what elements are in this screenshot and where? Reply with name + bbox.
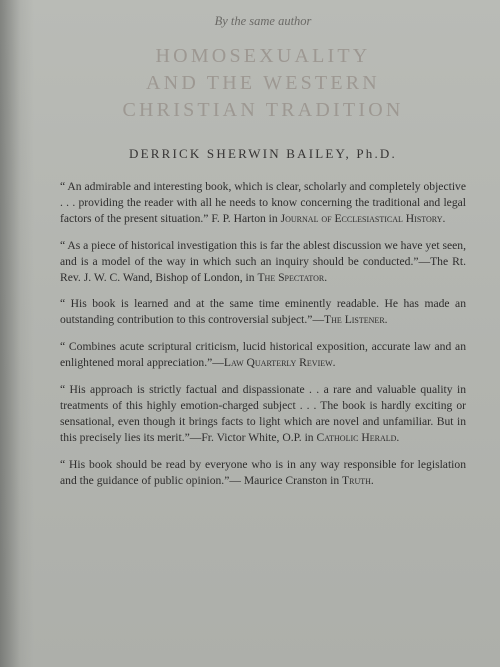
review-quote (60, 382, 466, 446)
book-title-line-3: CHRISTIAN TRADITION (122, 99, 404, 121)
page-edge-shadow (0, 0, 34, 667)
review-quote-text: “ An admirable and interesting book, which is clear, scholarly and completely objective . . . providing the reader with all he needs to know concerning the traditional and legal factors of the present situation.” F. P. Harton in (60, 180, 466, 225)
review-source: Journal of Ecclesiastical History. (280, 211, 446, 225)
review-quote (60, 339, 466, 371)
review-quote-text: “ His book should be read by everyone who is in any way responsible for legislation and the guidance of public opinion.”— Maurice Cranston in (60, 457, 466, 487)
review-source: Catholic Herald. (316, 430, 400, 444)
review-source: Law Quarterly Review. (223, 356, 336, 370)
book-title (60, 43, 466, 124)
review-quote (60, 296, 466, 328)
book-author: DERRICK SHERWIN BAILEY, Ph.D. (129, 146, 397, 161)
by-same-author-line: By the same author (214, 14, 312, 28)
review-source: Truth. (342, 473, 374, 487)
review-quote-text: “ His book is learned and at the same time eminently readable. He has made an outstanding contribution to this controversial subject.”— (60, 297, 466, 327)
book-title-line-2: AND THE WESTERN (146, 72, 380, 94)
review-quote-text: “ His approach is strictly factual and dispassionate . . a rare and valuable quality in treatments of this highly emotion-charged subject . . . The book is hardly exciting or sensational, even though it brings facts to light which are novel and unfamiliar. But in this precisely lies its merit.”—Fr. Victor White, O.P. in (60, 383, 466, 444)
book-title-line-1: HOMOSEXUALITY (155, 45, 371, 67)
review-quote (60, 238, 466, 286)
review-quote (60, 457, 466, 489)
review-source: The Listener. (324, 313, 388, 327)
review-quote-text: “ As a piece of historical investigation this is far the ablest discussion we have yet seen, and is a model of the way in which such an inquiry should be conducted.”—The Rt. Rev. J. W. C. Wand, Bishop of London, in (60, 238, 466, 284)
review-source: The Spectator. (257, 270, 328, 284)
review-quote-text: “ Combines acute scriptural criticism, lucid historical exposition, accurate law and an enlightened moral appreciation.”— (60, 340, 466, 370)
review-quote (60, 179, 466, 227)
